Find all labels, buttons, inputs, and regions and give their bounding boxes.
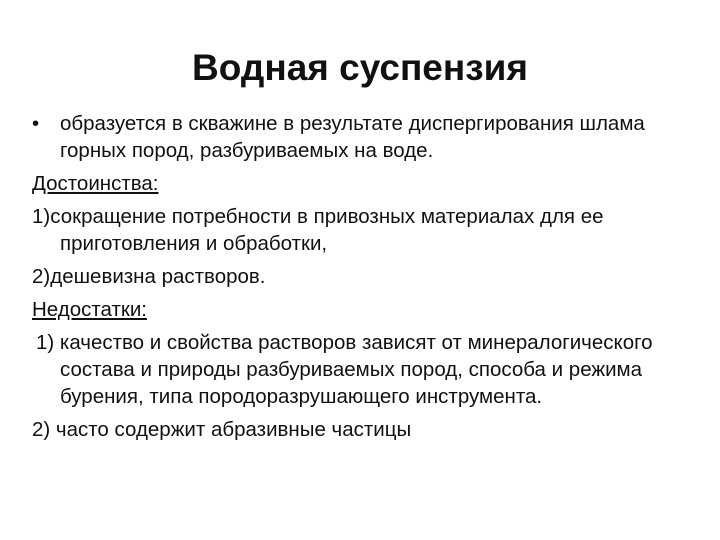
- advantage-item-2: 2)дешевизна растворов.: [32, 265, 266, 288]
- intro-bullet: [32, 110, 702, 164]
- disadvantages-heading: Недостатки:: [32, 298, 147, 321]
- advantage-item-1: 1)сокращение потребности в привозных материалах для ее приготовления и обработки,: [32, 205, 604, 255]
- intro-text: образуется в скважине в результате диспергирования шлама горных пород, разбуриваемых на воде.: [60, 112, 645, 162]
- disadvantage-item-2: 2) часто содержит абразивные частицы: [32, 418, 412, 441]
- disadvantage-item-1: 1) качество и свойства растворов зависят от минералогического состава и природы разбуриваемых пород, способа и режима бурения, типа породоразрушающего инструмента.: [36, 331, 653, 408]
- slide-title: Водная суспензия: [192, 47, 528, 88]
- bullet-icon: •: [32, 112, 40, 135]
- slide-body: [32, 110, 702, 449]
- advantages-heading: Достоинства:: [32, 172, 159, 195]
